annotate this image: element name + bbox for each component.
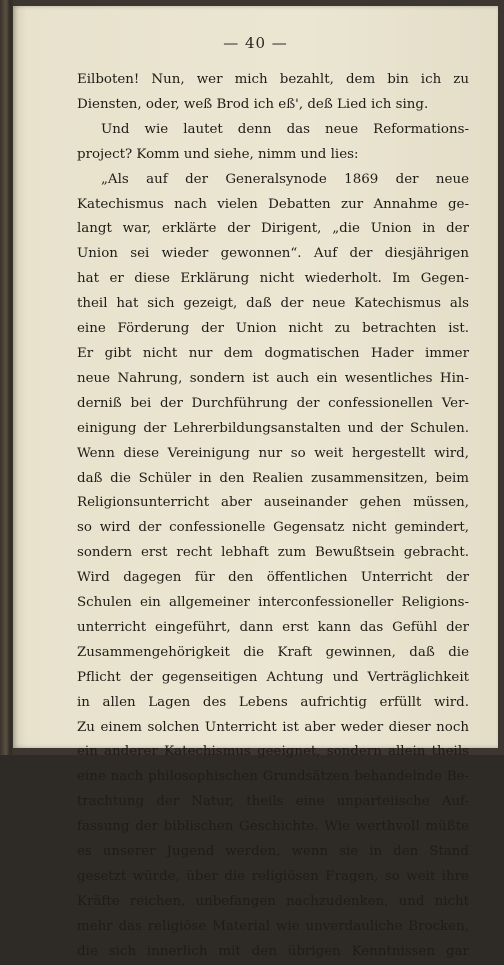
text-line: fassung der biblischen Geschichte. Wie werthvoll müßte — [77, 819, 469, 835]
text-line: es unserer Jugend werden, wenn sie in den Stand — [77, 844, 469, 860]
text-line: Wird dagegen für den öffentlichen Unterricht der — [77, 570, 469, 586]
text-line: theil hat sich gezeigt, daß der neue Katechismus als — [77, 296, 469, 312]
text-line: eine nach philosophischen Grundsätzen behandelnde Be- — [77, 769, 469, 785]
text-line: in allen Lagen des Lebens aufrichtig erfüllt wird. — [77, 694, 469, 710]
text-line: Pflicht der gegenseitigen Achtung und Verträglichkeit — [77, 669, 469, 685]
text-line: derniß bei der Durchführung der confessionellen Ver- — [77, 395, 469, 411]
page-number: — 40 — — [223, 34, 288, 52]
text-line: sondern erst recht lebhaft zum Bewußtsein gebracht. — [77, 545, 469, 561]
text-line: Schulen ein allgemeiner interconfessioneller Religions- — [77, 595, 469, 611]
text-line: Wenn diese Vereinigung nur so weit hergestellt wird, — [77, 445, 469, 461]
text-line: unterricht eingeführt, dann erst kann das Gefühl der — [77, 619, 469, 635]
text-line: Union sei wieder gewonnen“. Auf der diesjährigen — [77, 246, 469, 262]
text-line: Zusammengehörigkeit die Kraft gewinnen, daß die — [77, 644, 469, 660]
text-line: mehr das religiöse Material wie unverdauliche Brocken, — [77, 918, 469, 934]
text-line: so wird der confessionelle Gegensatz nicht gemindert, — [77, 520, 469, 536]
text-line: Und wie lautet denn das neue Reformations- — [101, 121, 469, 137]
text-line: Zu einem solchen Unterricht ist aber weder dieser noch — [77, 719, 469, 735]
text-line: Eilboten! Nun, wer mich bezahlt, dem bin ich zu — [77, 72, 469, 87]
text-line: Diensten, oder, weß Brod ich eß', deß Lied ich sing. — [77, 96, 429, 112]
text-line: eine Förderung der Union nicht zu betrachten ist. — [77, 321, 469, 337]
text-line: neue Nahrung, sondern ist auch ein wesentliches Hin- — [77, 370, 469, 386]
text-line: project? Komm und siehe, nimm und lies: — [77, 146, 359, 162]
text-line: Katechismus nach vielen Debatten zur Annahme ge- — [77, 196, 469, 212]
text-line: trachtung der Natur, theils eine unparteiische Auf- — [77, 794, 469, 810]
text-line: die sich innerlich mit den übrigen Kenntnissen gar — [77, 943, 469, 959]
text-line: Kräfte reichen, unbefangen nachzudenken, und nicht — [77, 893, 469, 909]
text-line: Er gibt nicht nur dem dogmatischen Hader immer — [77, 345, 469, 361]
text-line: einigung der Lehrerbildungsanstalten und der Schulen. — [77, 420, 469, 436]
book-page — [13, 6, 498, 959]
text-line: Religionsunterricht aber auseinander gehen müssen, — [77, 495, 469, 511]
body-text — [77, 68, 469, 965]
text-line: „Als auf der Generalsynode 1869 der neue — [101, 171, 469, 187]
text-line: daß die Schüler in den Realien zusammensitzen, beim — [77, 470, 469, 486]
text-line: langt war, erklärte der Dirigent, „die Union in der — [77, 221, 469, 237]
text-line: hat er diese Erklärung nicht wiederholt. Im Gegen- — [77, 271, 469, 287]
text-line: ein anderer Katechismus geeignet, sondern allein theils — [77, 744, 469, 760]
text-line: gesetzt würde, über die religiösen Fragen, so weit ihre — [77, 869, 469, 884]
